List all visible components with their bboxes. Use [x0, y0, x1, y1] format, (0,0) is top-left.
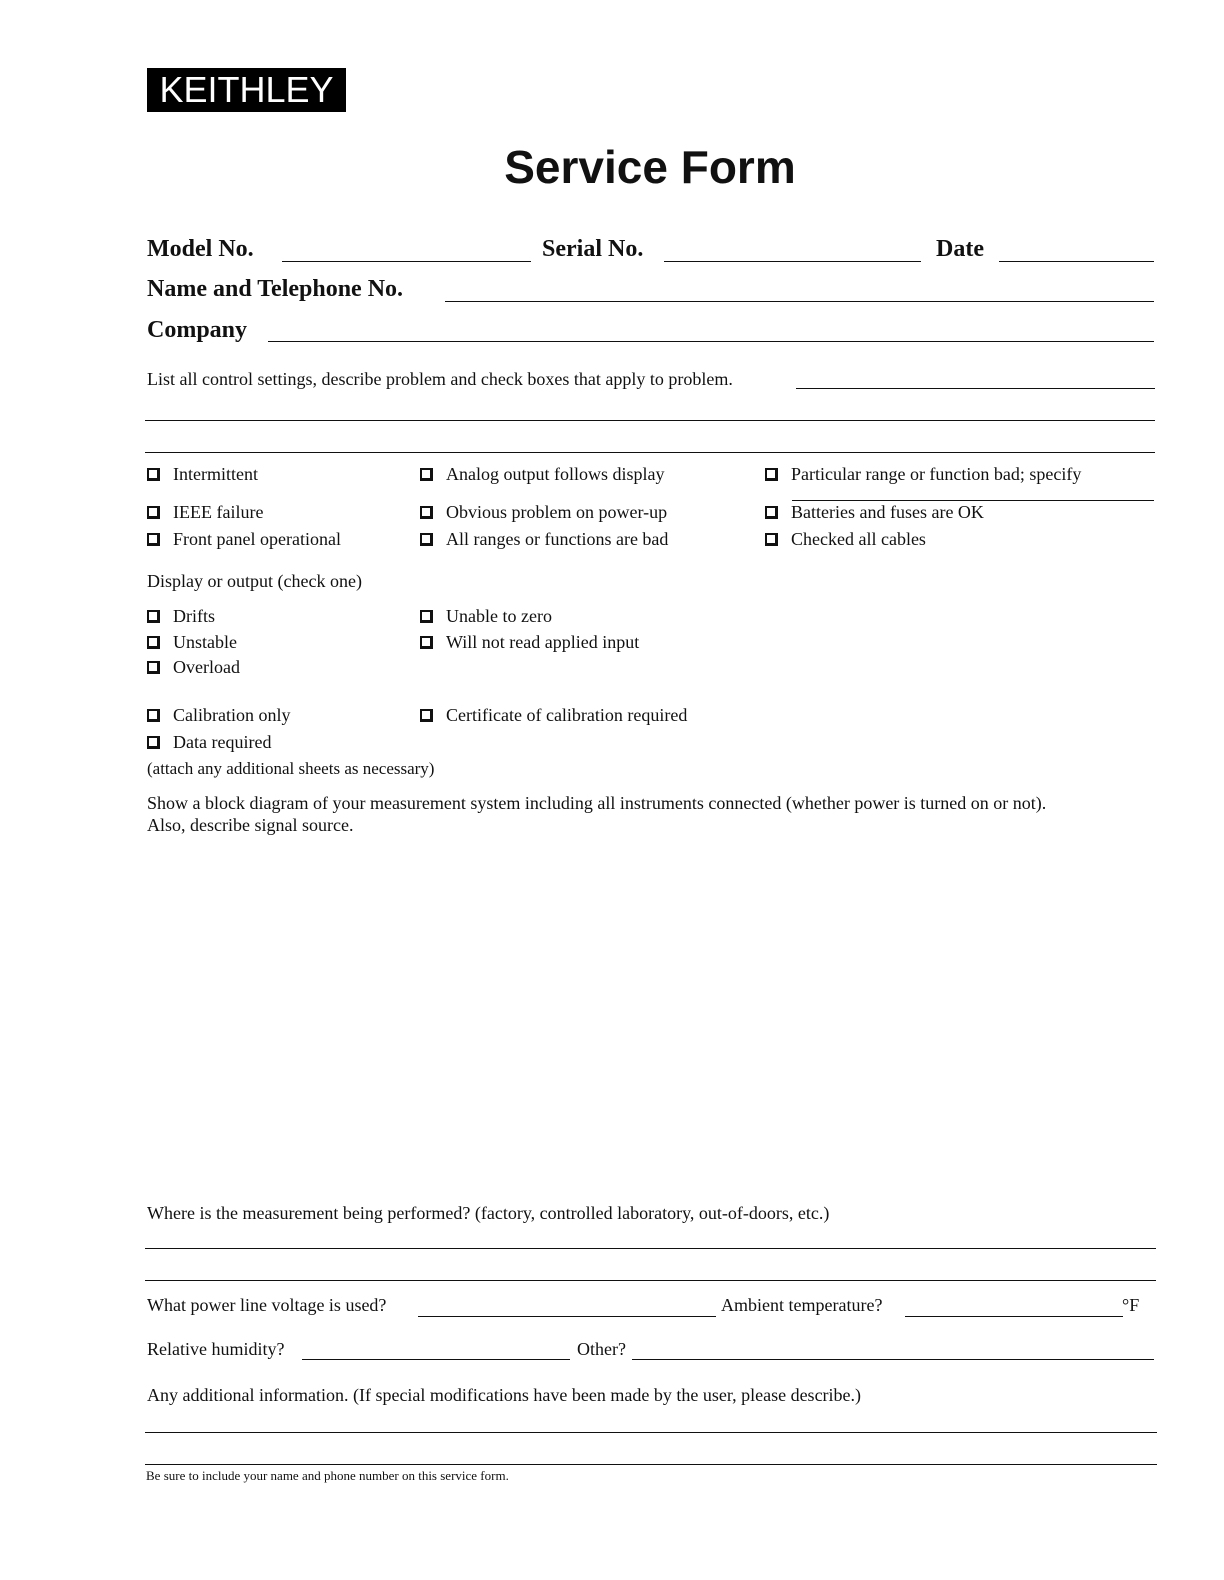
checkbox-box[interactable]: [420, 709, 433, 722]
checkbox-box[interactable]: [420, 533, 433, 546]
checkbox-ieee-failure[interactable]: IEEE failure: [147, 502, 263, 523]
checkbox-drifts[interactable]: Drifts: [147, 606, 215, 627]
checkbox-certificate[interactable]: Certificate of calibration required: [420, 705, 687, 726]
checkbox-obvious-problem[interactable]: Obvious problem on power-up: [420, 502, 667, 523]
problem-line-3[interactable]: [145, 452, 1155, 453]
checkbox-overload[interactable]: Overload: [147, 657, 240, 678]
page-title: Service Form: [504, 141, 796, 193]
checkbox-batteries-fuses[interactable]: Batteries and fuses are OK: [765, 502, 984, 523]
block-diagram-line-2: Also, describe signal source.: [147, 815, 354, 835]
display-section-heading: Display or output (check one): [147, 571, 362, 591]
temperature-unit: °F: [1122, 1295, 1140, 1315]
checkbox-box[interactable]: [147, 610, 160, 623]
date-label: Date: [936, 236, 984, 262]
checkbox-box[interactable]: [765, 506, 778, 519]
checkbox-data-required[interactable]: Data required: [147, 732, 271, 753]
where-line-2[interactable]: [145, 1280, 1156, 1281]
checkbox-box[interactable]: [420, 610, 433, 623]
other-input-line[interactable]: [632, 1359, 1154, 1360]
name-phone-input-line[interactable]: [445, 301, 1154, 302]
company-label: Company: [147, 317, 248, 343]
temperature-label: Ambient temperature?: [721, 1295, 883, 1315]
checkbox-box[interactable]: [147, 736, 160, 749]
specify-input-line[interactable]: [792, 500, 1154, 501]
humidity-label: Relative humidity?: [147, 1339, 285, 1359]
block-diagram-area[interactable]: [145, 845, 1155, 1195]
additional-line-1[interactable]: [145, 1432, 1157, 1433]
checkbox-particular-range[interactable]: Particular range or function bad; specify: [765, 464, 1081, 485]
name-phone-label: Name and Telephone No.: [147, 276, 404, 302]
temperature-input-line[interactable]: [905, 1316, 1123, 1317]
where-line-1[interactable]: [145, 1248, 1156, 1249]
voltage-input-line[interactable]: [418, 1316, 716, 1317]
date-input-line[interactable]: [999, 261, 1154, 262]
checkbox-box[interactable]: [147, 506, 160, 519]
block-diagram-line-1: Show a block diagram of your measurement system including all instruments connected (whether power is turned on or not).: [147, 793, 1047, 813]
where-performed-prompt: Where is the measurement being performed? (factory, controlled laboratory, out-of-doors, etc.): [147, 1203, 830, 1223]
additional-info-prompt: Any additional information. (If special modifications have been made by the user, please describe.): [147, 1385, 862, 1405]
serial-label: Serial No.: [542, 236, 644, 262]
checkbox-all-ranges[interactable]: All ranges or functions are bad: [420, 529, 668, 550]
humidity-input-line[interactable]: [302, 1359, 570, 1360]
checkbox-box[interactable]: [147, 661, 160, 674]
checkbox-box[interactable]: [765, 533, 778, 546]
checkbox-box[interactable]: [147, 533, 160, 546]
checkbox-box[interactable]: [420, 468, 433, 481]
footer-note: Be sure to include your name and phone number on this service form.: [146, 1468, 509, 1483]
problem-line-2[interactable]: [145, 420, 1155, 421]
serial-input-line[interactable]: [664, 261, 921, 262]
voltage-label: What power line voltage is used?: [147, 1295, 387, 1315]
checkbox-unable-zero[interactable]: Unable to zero: [420, 606, 552, 627]
company-input-line[interactable]: [268, 341, 1154, 342]
problem-line-1[interactable]: [796, 388, 1155, 389]
checkbox-box[interactable]: [147, 636, 160, 649]
attach-note: (attach any additional sheets as necessary): [147, 759, 435, 778]
checkbox-box[interactable]: [147, 709, 160, 722]
checkbox-calibration-only[interactable]: Calibration only: [147, 705, 290, 726]
checkbox-box[interactable]: [765, 468, 778, 481]
checkbox-analog-output[interactable]: Analog output follows display: [420, 464, 665, 485]
additional-line-2[interactable]: [145, 1464, 1157, 1465]
checkbox-front-panel[interactable]: Front panel operational: [147, 529, 341, 550]
checkbox-box[interactable]: [147, 468, 160, 481]
other-label: Other?: [577, 1339, 626, 1359]
checkbox-box[interactable]: [420, 636, 433, 649]
checkbox-checked-cables[interactable]: Checked all cables: [765, 529, 926, 550]
keithley-logo: KEITHLEY: [147, 68, 346, 112]
problem-prompt: List all control settings, describe problem and check boxes that apply to problem.: [147, 369, 733, 389]
model-label: Model No.: [147, 236, 254, 262]
checkbox-intermittent[interactable]: Intermittent: [147, 464, 258, 485]
model-input-line[interactable]: [282, 261, 531, 262]
checkbox-box[interactable]: [420, 506, 433, 519]
checkbox-will-not-read[interactable]: Will not read applied input: [420, 632, 639, 653]
checkbox-unstable[interactable]: Unstable: [147, 632, 237, 653]
